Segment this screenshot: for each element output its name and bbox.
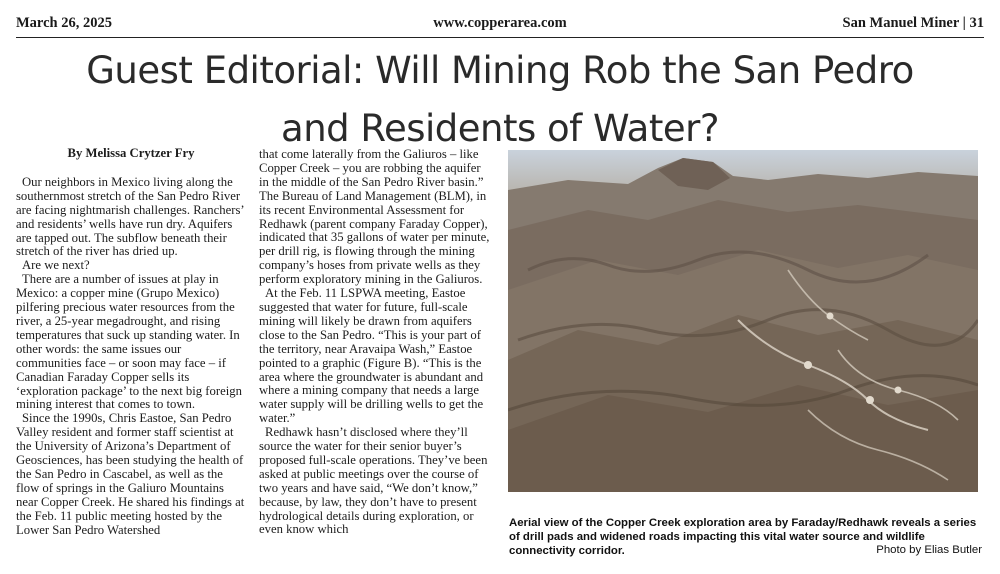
paragraph: At the Feb. 11 LSPWA meeting, Eastoe suggested that water for future, full-scale mining will likely be drawn from aquifers close to the San Pedro. “This is your part of the territory, near Aravaipa Wash,” Eastoe pointed to a graphic (Figure B). “This is the area where the groundwater is abundant and where a mining company that needs a large water supply will be drilling wells to get the water.” — [259, 286, 484, 426]
paragraph: Are we next? — [22, 258, 90, 273]
paragraph: Since the 1990s, Chris Eastoe, San Pedro Valley resident and former staff scientist at the University of Arizona’s Department of Geosciences, has been studying the health of the San Pedro in Cascabel, as well as the flow of springs in the Galiuro Mountains near Copper Creek. He shared his findings at the Feb. 11 public meeting hosted by the Lower San Pedro Watershed — [16, 411, 245, 537]
photo-credit: Photo by Elias Butler — [876, 544, 982, 556]
paragraph: Our neighbors in Mexico living along the southernmost stretch of the San Pedro River are facing nightmarish challenges. Ranchers’ and residents’ wells have run dry. Aquifers are tapped out. The subflow beneath their stretch of the river has dried up. — [16, 174, 244, 259]
article-headline — [50, 42, 950, 158]
paragraph: that come laterally from the Galiuros – like Copper Creek – you are robbing the aquifer in the middle of the San Pedro River basin.” The Bureau of Land Management (BLM), in its recent Environmental Assessment for Redhawk (parent company Faraday Copper), indicated that 35 gallons of water per minute, per drill rig, is flowing through the mining company’s hoses from private wells as they perform exploratory mining in the Galiuros. — [259, 147, 490, 287]
article-column-2 — [259, 148, 492, 537]
aerial-landscape-image — [508, 150, 978, 492]
paragraph: Redhawk hasn’t disclosed where they’ll source the water for their senior buyer’s proposed full-scale operations. They’ve been asked at public meetings over the course of two years and have said, “We don’t know,” because, by law, they don’t have to present hydrological details during exploration, or even know which — [259, 425, 488, 537]
header-rule — [16, 37, 984, 38]
issue-date: March 26, 2025 — [16, 15, 112, 31]
photo-caption: Aerial view of the Copper Creek exploration area by Faraday/Redhawk reveals a series of drill pads and widened roads impacting this vital water source and wildlife connectivity corridor. — [509, 517, 977, 557]
headline-line-2: and Residents of Water? — [281, 107, 719, 150]
publication-page: San Manuel Miner | 31 — [842, 15, 984, 31]
byline: By Melissa Crytzer Fry — [67, 146, 195, 160]
paragraph: There are a number of issues at play in Mexico: a copper mine (Grupo Mexico) pilfering precious water resources from the river, a 25-year megadrought, and rising temperatures that suck up standing water. In other words: the same issues our communities face – or soon may face – if Canadian Faraday Copper sells its ‘exploration package’ to the next big foreign mining interest that comes to town. — [16, 272, 242, 412]
article-column-1 — [16, 147, 246, 537]
headline-line-1: Guest Editorial: Will Mining Rob the San Pedro — [86, 49, 914, 92]
page-header — [16, 15, 984, 35]
aerial-photo — [508, 150, 978, 492]
website-url[interactable]: www.copperarea.com — [433, 15, 567, 31]
